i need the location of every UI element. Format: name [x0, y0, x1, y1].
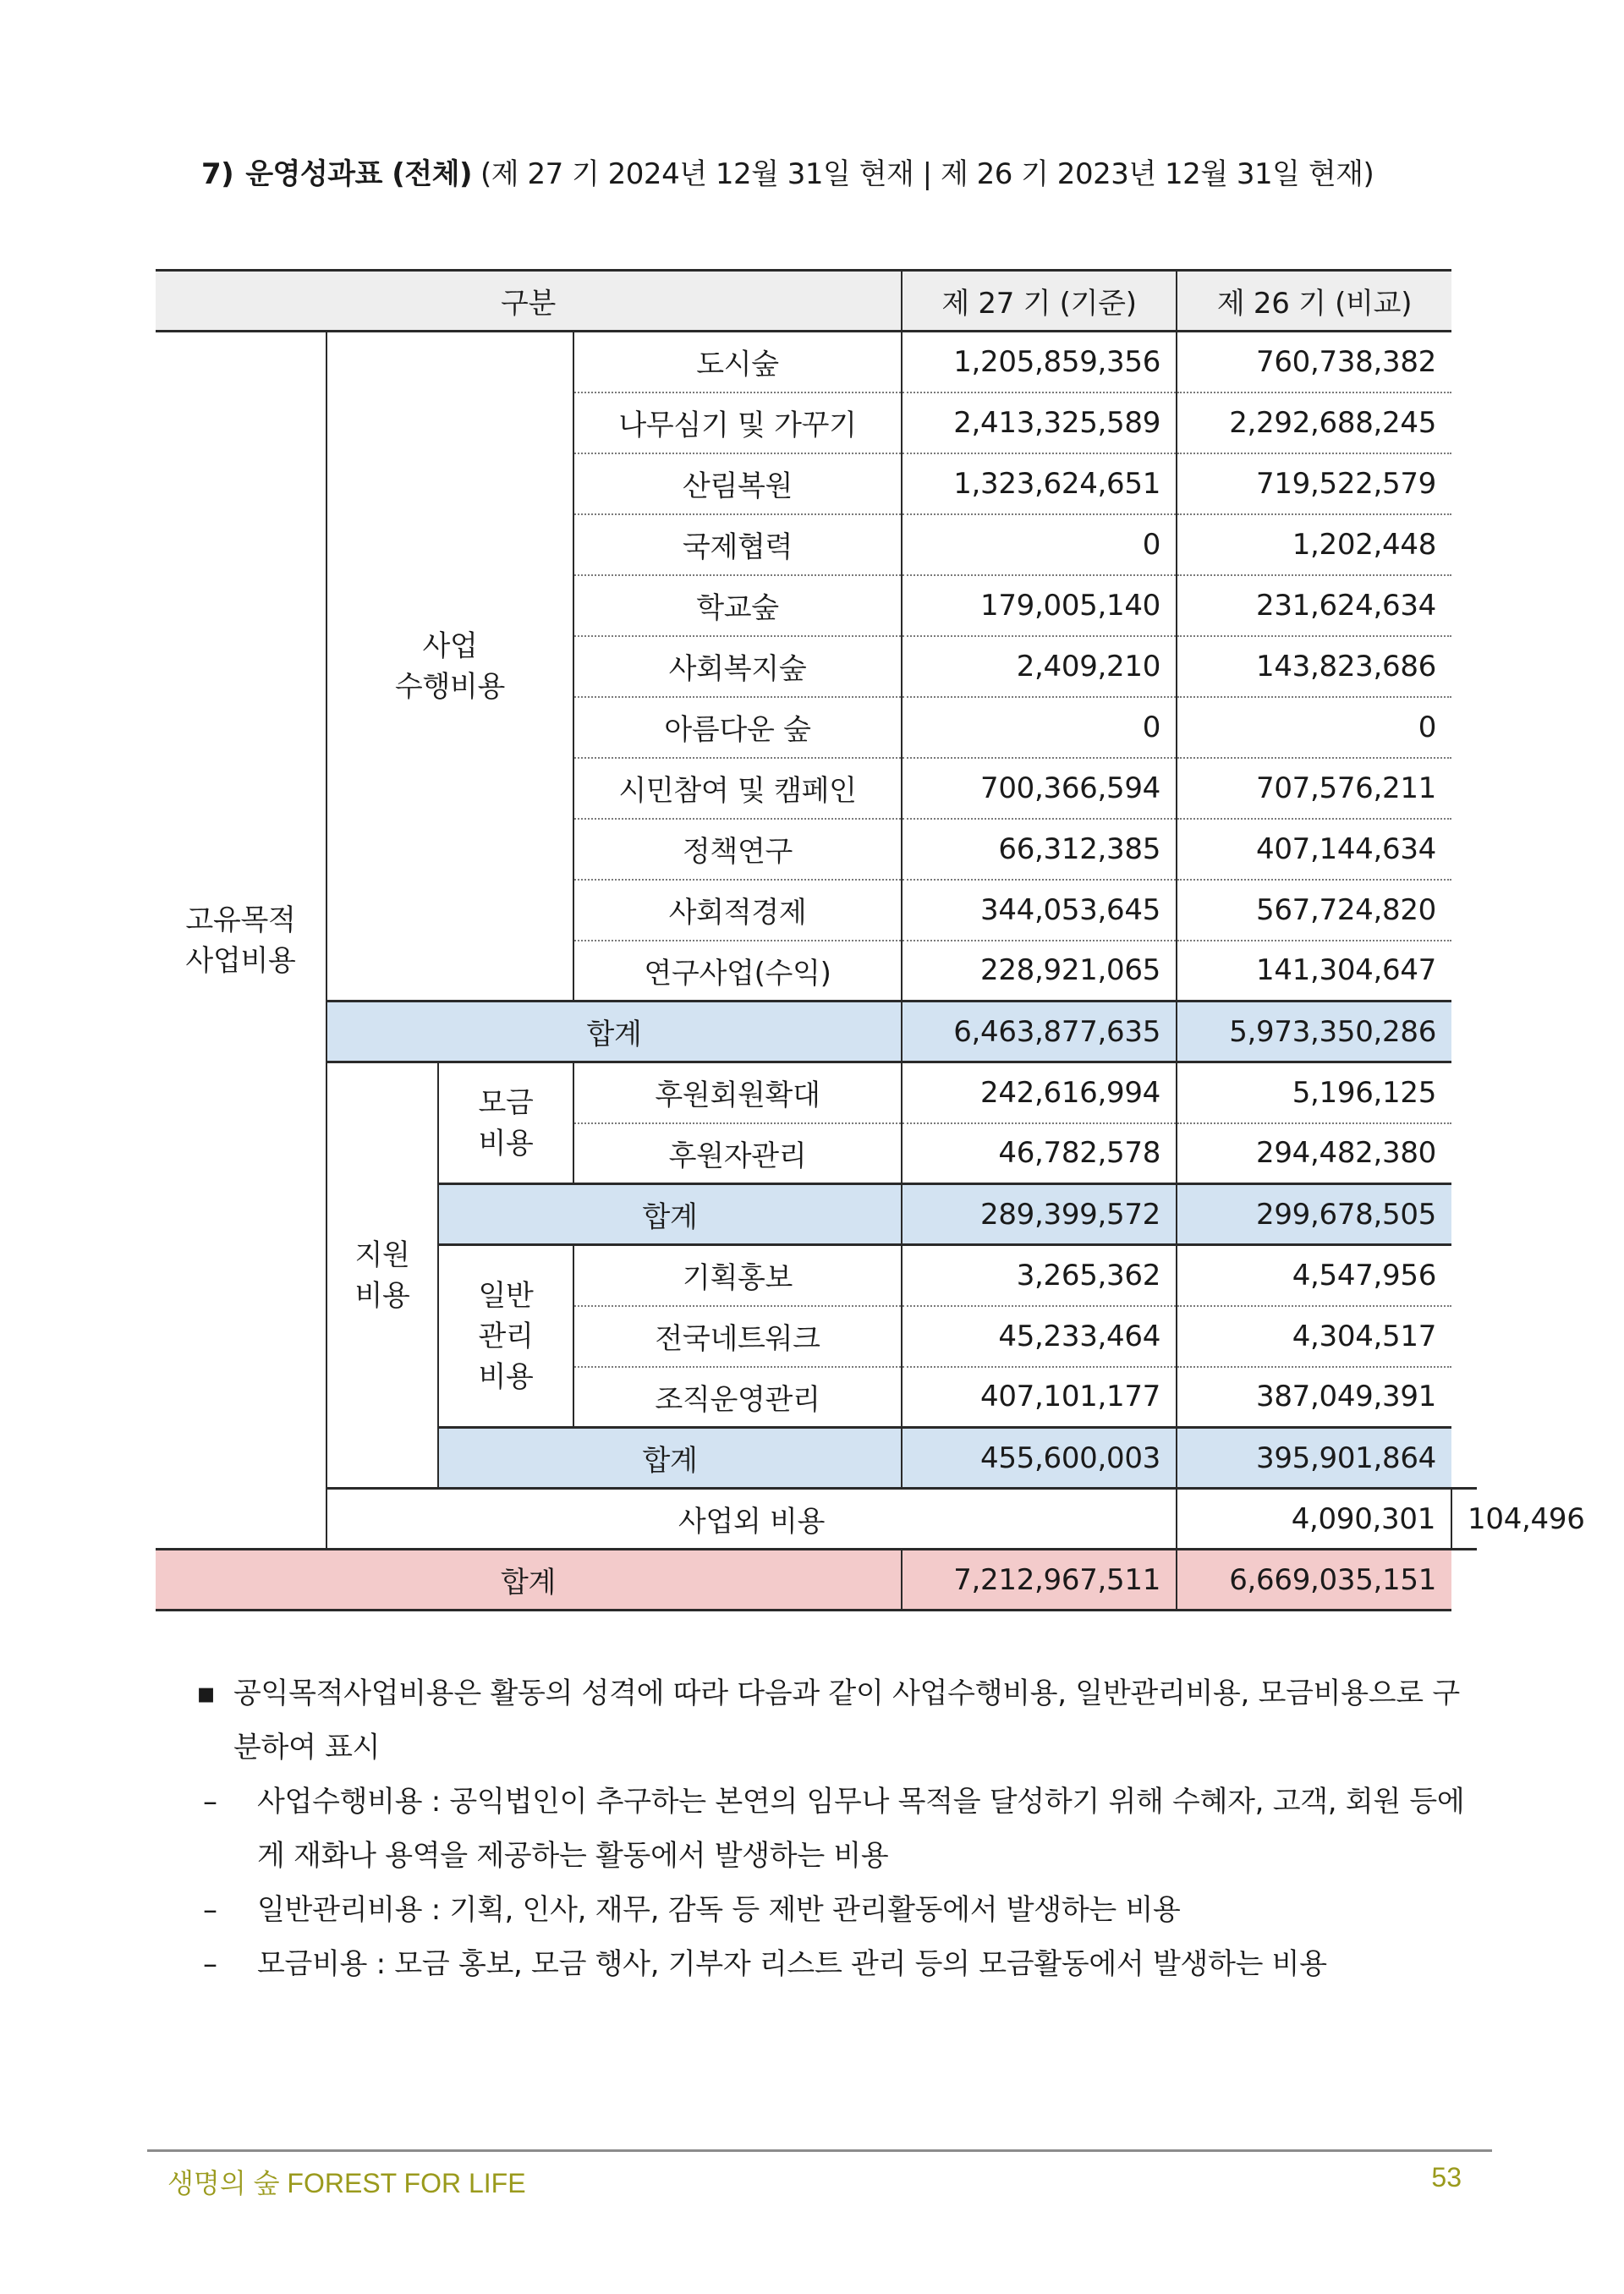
- row-label: 국제협력: [573, 514, 902, 575]
- prior-amount: 760,738,382: [1177, 332, 1451, 392]
- header-current-period: 제 27 기 (기준): [902, 271, 1177, 332]
- current-amount: 3,265,362: [902, 1245, 1177, 1306]
- current-amount: 455,600,003: [902, 1428, 1177, 1489]
- subtotal-label: 합계: [438, 1428, 902, 1489]
- current-amount: 66,312,385: [902, 819, 1177, 880]
- header-prior-period: 제 26 기 (비교): [1177, 271, 1451, 332]
- prior-amount: 2,292,688,245: [1177, 392, 1451, 453]
- row-label: 아름다운 숲: [573, 697, 902, 758]
- footer-divider: [147, 2149, 1492, 2152]
- current-amount: 2,413,325,589: [902, 392, 1177, 453]
- subtotal-label: 합계: [438, 1184, 902, 1245]
- note-item: [196, 1883, 1482, 1937]
- table-header-row: [156, 271, 1477, 332]
- note-text: 공익목적사업비용은 활동의 성격에 따라 다음과 같이 사업수행비용, 일반관리비용, 모금비용으로 구분하여 표시: [233, 1677, 1460, 1764]
- current-amount: 228,921,065: [902, 941, 1177, 1002]
- prior-amount: 407,144,634: [1177, 819, 1451, 880]
- row-label: 기획홍보: [573, 1245, 902, 1306]
- prior-amount: 141,304,647: [1177, 941, 1451, 1002]
- prior-amount: 6,669,035,151: [1177, 1550, 1451, 1611]
- row-label: 전국네트워크: [573, 1306, 902, 1367]
- current-amount: 289,399,572: [902, 1184, 1177, 1245]
- row-label: 조직운영관리: [573, 1367, 902, 1428]
- prior-amount: 294,482,380: [1177, 1123, 1451, 1184]
- grand-total-row: [156, 1550, 1477, 1611]
- group-label-fundraising: 모금 비용: [438, 1062, 573, 1184]
- row-label: 사회적경제: [573, 880, 902, 941]
- note-item: [196, 1775, 1482, 1883]
- statement-period: (제 27 기 2024년 12월 31일 현재 | 제 26 기 2023년 12월 31일 현재): [480, 157, 1374, 191]
- prior-amount: 5,196,125: [1177, 1062, 1451, 1123]
- prior-amount: 0: [1177, 697, 1451, 758]
- header-category: 구분: [156, 271, 902, 332]
- table-row: [156, 332, 1477, 392]
- prior-amount: 387,049,391: [1177, 1367, 1451, 1428]
- group-label-general: 일반 관리 비용: [438, 1245, 573, 1428]
- group-label-main: 고유목적 사업비용: [156, 332, 326, 1550]
- row-label: 산림복원: [573, 453, 902, 514]
- current-amount: 1,205,859,356: [902, 332, 1177, 392]
- row-label: 후원자관리: [573, 1123, 902, 1184]
- non-business-label: 사업외 비용: [326, 1489, 1177, 1550]
- prior-amount: 299,678,505: [1177, 1184, 1451, 1245]
- table-body: [156, 271, 1585, 1611]
- prior-amount: 567,724,820: [1177, 880, 1451, 941]
- prior-amount: 143,823,686: [1177, 636, 1451, 697]
- note-text: 모금비용 : 모금 홍보, 모금 행사, 기부자 리스트 관리 등의 모금활동에서 발생하는 비용: [257, 1947, 1327, 1981]
- prior-amount: 395,901,864: [1177, 1428, 1451, 1489]
- note-text: 일반관리비용 : 기획, 인사, 재무, 감독 등 제반 관리활동에서 발생하는 비용: [257, 1893, 1181, 1927]
- current-amount: 344,053,645: [902, 880, 1177, 941]
- note-marker: –: [203, 1785, 217, 1819]
- prior-amount: 5,973,350,286: [1177, 1002, 1451, 1062]
- prior-amount: 707,576,211: [1177, 758, 1451, 819]
- current-amount: 0: [902, 697, 1177, 758]
- statement-title: 운영성과표 (전체): [245, 157, 473, 191]
- current-amount: 407,101,177: [902, 1367, 1177, 1428]
- prior-amount: 719,522,579: [1177, 453, 1451, 514]
- note-item: [196, 1937, 1482, 1991]
- row-label: 정책연구: [573, 819, 902, 880]
- prior-amount: 4,304,517: [1177, 1306, 1451, 1367]
- group-label-support: 지원 비용: [326, 1062, 438, 1489]
- current-amount: 2,409,210: [902, 636, 1177, 697]
- subtotal-label: 합계: [326, 1002, 902, 1062]
- prior-amount: 104,496: [1451, 1489, 1477, 1550]
- current-amount: 45,233,464: [902, 1306, 1177, 1367]
- current-amount: 6,463,877,635: [902, 1002, 1177, 1062]
- current-amount: 46,782,578: [902, 1123, 1177, 1184]
- note-marker: –: [203, 1893, 217, 1927]
- non-business-row: [156, 1489, 1477, 1550]
- table-row: [156, 1062, 1477, 1123]
- subtotal-row: [156, 1002, 1477, 1062]
- row-label: 사회복지숲: [573, 636, 902, 697]
- current-amount: 179,005,140: [902, 575, 1177, 636]
- operating-results-table: [156, 269, 1585, 1611]
- current-amount: 7,212,967,511: [902, 1550, 1177, 1611]
- prior-amount: 1,202,448: [1177, 514, 1451, 575]
- current-amount: 0: [902, 514, 1177, 575]
- row-label: 나무심기 및 가꾸기: [573, 392, 902, 453]
- section-heading: [201, 151, 1374, 192]
- note-item: [196, 1666, 1482, 1775]
- row-label: 도시숲: [573, 332, 902, 392]
- note-text: 사업수행비용 : 공익법인이 추구하는 본연의 임무나 목적을 달성하기 위해 수혜자, 고객, 회원 등에게 재화나 용역을 제공하는 활동에서 발생하는 비용: [257, 1785, 1465, 1873]
- row-label: 학교숲: [573, 575, 902, 636]
- row-label: 연구사업(수익): [573, 941, 902, 1002]
- current-amount: 1,323,624,651: [902, 453, 1177, 514]
- group-label-project: 사업 수행비용: [326, 332, 573, 1002]
- row-label: 시민참여 및 캠페인: [573, 758, 902, 819]
- note-marker: ▪: [196, 1677, 216, 1710]
- section-number: 7): [201, 157, 234, 191]
- page-number: 53: [1431, 2162, 1462, 2192]
- current-amount: 700,366,594: [902, 758, 1177, 819]
- footer-brand: 생명의 숲 FOREST FOR LIFE: [167, 2168, 526, 2198]
- row-label: 후원회원확대: [573, 1062, 902, 1123]
- current-amount: 242,616,994: [902, 1062, 1177, 1123]
- prior-amount: 4,547,956: [1177, 1245, 1451, 1306]
- prior-amount: 231,624,634: [1177, 575, 1451, 636]
- grand-total-label: 합계: [156, 1550, 902, 1611]
- notes-section: [196, 1666, 1482, 1991]
- current-amount: 4,090,301: [1177, 1489, 1451, 1550]
- note-marker: –: [203, 1947, 217, 1981]
